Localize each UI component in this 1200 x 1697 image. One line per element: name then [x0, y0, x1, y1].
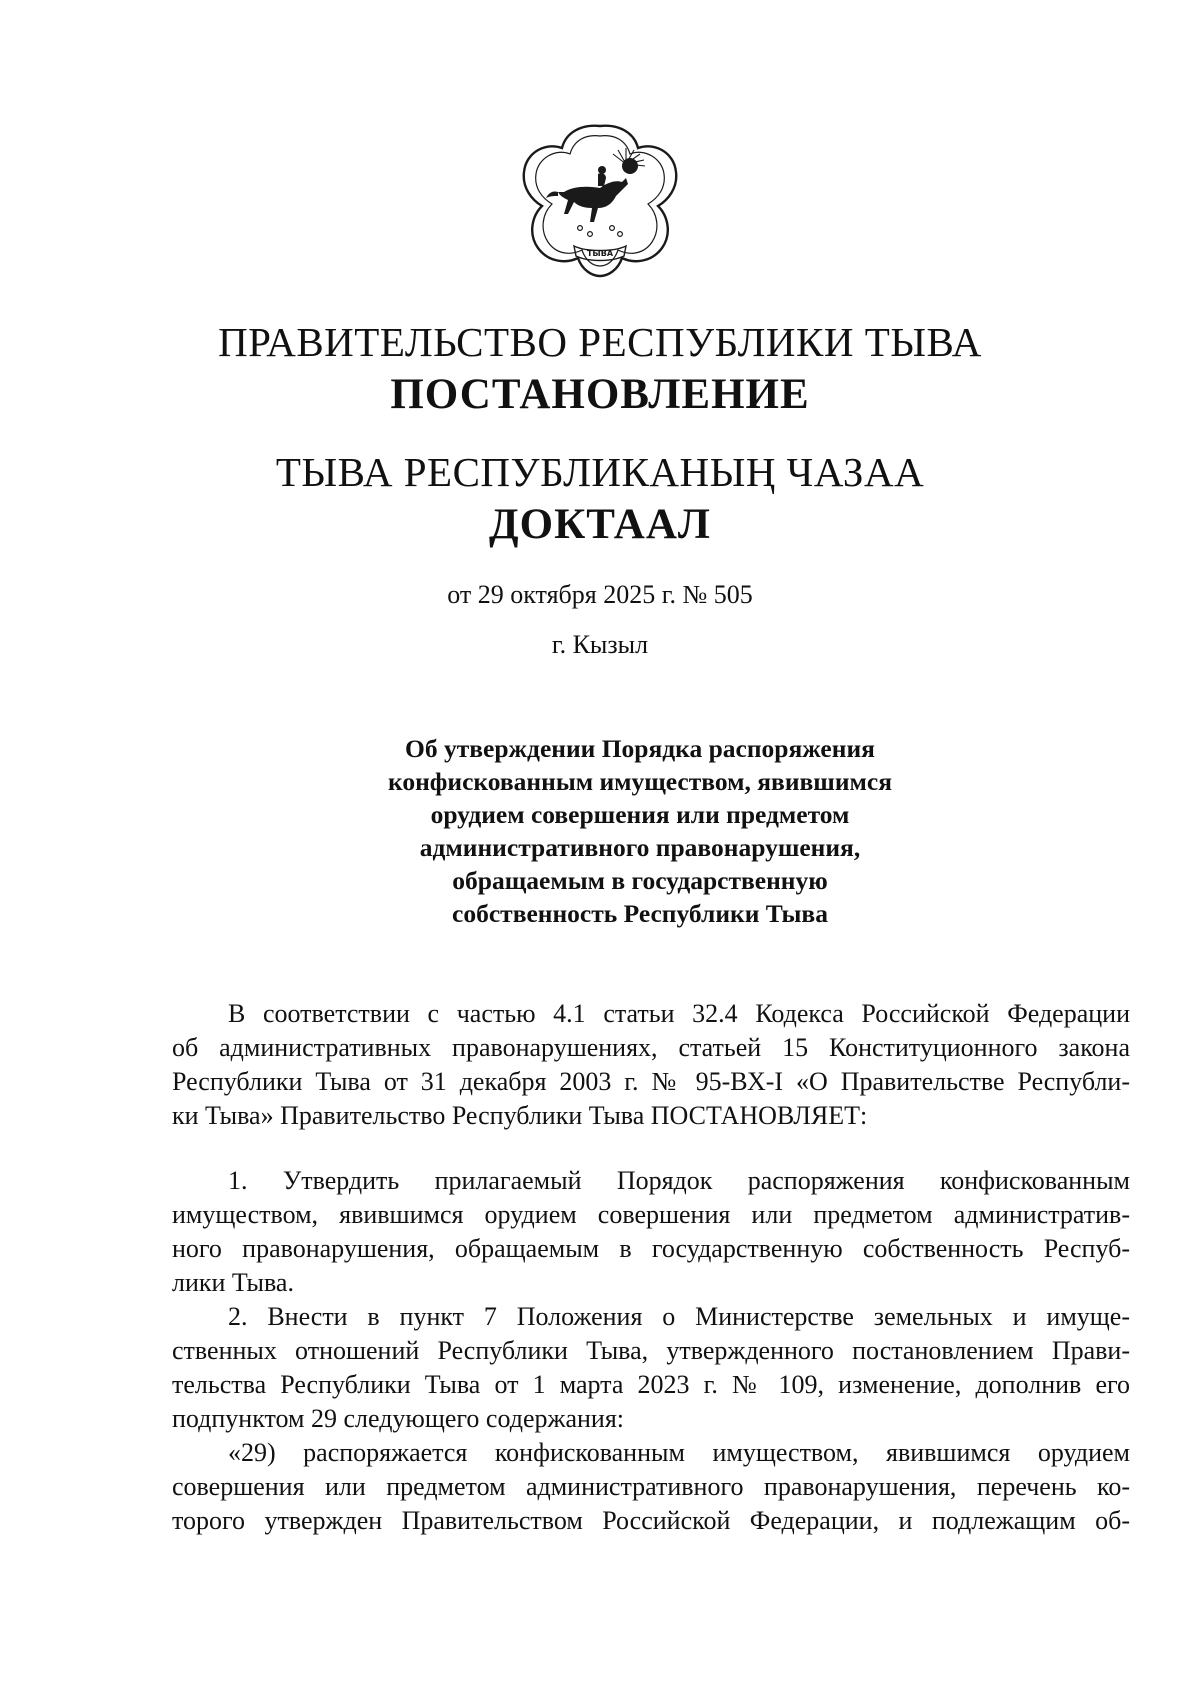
clause-2-paragraph [172, 1300, 1130, 1436]
decree-title [330, 732, 950, 930]
government-name-tyv: ТЫВА РЕСПУБЛИКАНЫҢ ЧАЗАА [275, 449, 925, 495]
body-line: Республики Тыва от 31 декабря 2003 г. № 95-ВХ-I «О Правительстве Республи- [172, 1067, 1130, 1096]
svg-text:ТЫВА: ТЫВА [586, 249, 614, 258]
body-line: об административных правонарушениях, статьей 15 Конституционного закона [172, 1033, 1130, 1062]
body-line: тельства Республики Тыва от 1 марта 2023 г. № 109, изменение, дополнив его [172, 1370, 1130, 1399]
body-line: ного правонарушения, обращаемым в государственную собственность Респуб- [172, 1234, 1130, 1263]
clause-1-paragraph [172, 1164, 1130, 1300]
decree-heading-ru: ПОСТАНОВЛЕНИЕ [390, 371, 810, 418]
decree-city: г. Кызыл [551, 630, 649, 659]
body-line: ственных отношений Республики Тыва, утвержденного постановлением Прави- [172, 1336, 1130, 1365]
decree-date-number: от 29 октября 2025 г. № 505 [447, 580, 753, 609]
decree-title-line: Об утверждении Порядка распоряжения [405, 734, 875, 763]
subclause-29-paragraph [172, 1436, 1130, 1538]
body-line: «29) распоряжается конфискованным имуществом, явившимся орудием [228, 1438, 1130, 1467]
body-line: 2. Внести в пункт 7 Положения о Министерстве земельных и имуще- [228, 1302, 1130, 1331]
body-line: В соответствии с частью 4.1 статьи 32.4 Кодекса Российской Федерации [228, 999, 1130, 1028]
body-line: имуществом, явившимся орудием совершения или предметом административ- [172, 1200, 1130, 1229]
government-name-ru: ПРАВИТЕЛЬСТВО РЕСПУБЛИКИ ТЫВА [218, 319, 982, 365]
tuva-coat-of-arms-icon [518, 118, 682, 282]
decree-body [172, 997, 1130, 1538]
decree-title-line: конфискованным имуществом, явившимся [387, 767, 892, 796]
preamble-paragraph [172, 997, 1130, 1133]
decree-heading-tyv: ДОКТААЛ [489, 501, 711, 548]
decree-title-line: административного правонарушения, [419, 833, 861, 862]
decree-title-line: собственность Республики Тыва [452, 899, 828, 928]
body-line: торого утвержден Правительством Российской Федерации, и подлежащим об- [172, 1506, 1130, 1535]
body-line: подпунктом 29 следующего содержания: [172, 1404, 625, 1433]
body-line: лики Тыва. [172, 1268, 294, 1297]
body-line: ки Тыва» Правительство Республики Тыва ПОСТАНОВЛЯЕТ: [172, 1101, 868, 1130]
decree-title-line: орудием совершения или предметом [430, 800, 850, 829]
decree-title-line: обращаемым в государственную [452, 866, 828, 895]
body-line: совершения или предметом административного правонарушения, перечень ко- [172, 1472, 1130, 1501]
body-line: 1. Утвердить прилагаемый Порядок распоряжения конфискованным [228, 1166, 1130, 1195]
